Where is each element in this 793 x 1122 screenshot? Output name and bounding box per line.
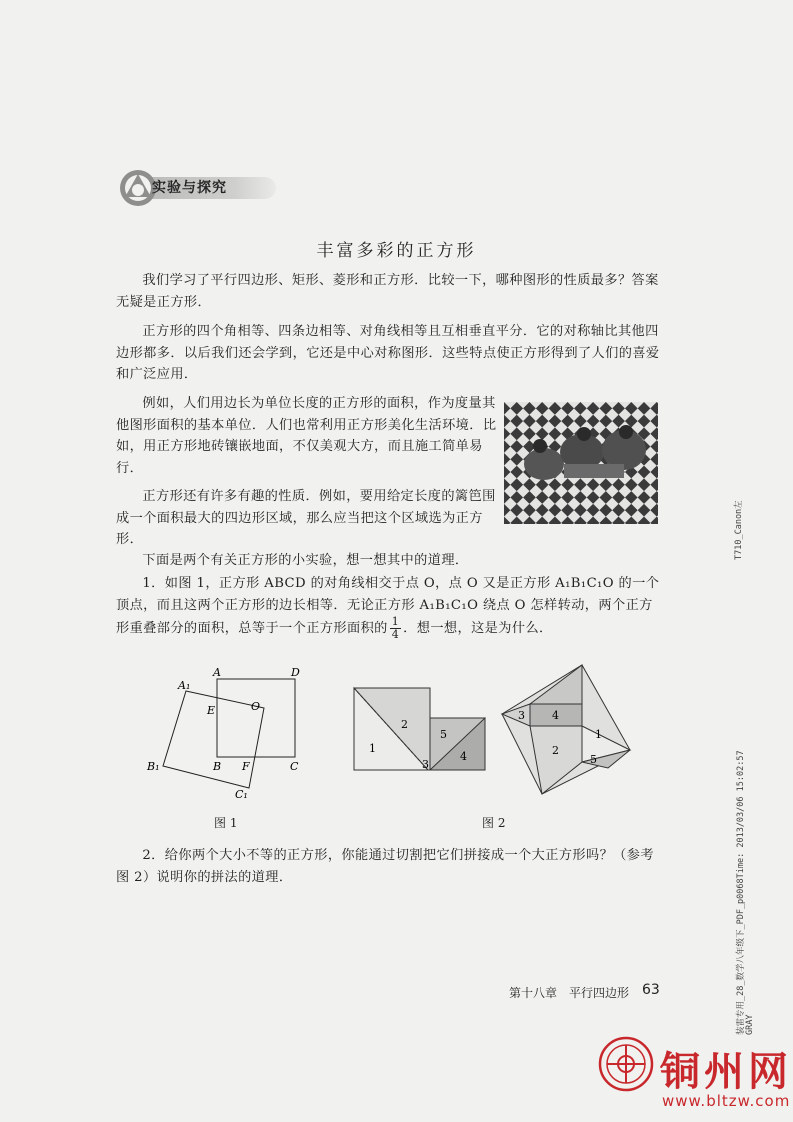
fig2-left-label-1: 1 bbox=[369, 742, 376, 755]
fig2-left-label-3: 3 bbox=[422, 758, 429, 771]
paragraph-example: 例如，人们用边长为单位长度的正方形的面积，作为度量其他图形面积的基本单位．人们也常利用正方形美化生活环境．比如，用正方形地砖镶嵌地面，不仅美观大方，而且施工简单易行． bbox=[116, 396, 497, 476]
fig2-left-label-2: 2 bbox=[401, 718, 408, 731]
label-b: B bbox=[213, 760, 222, 773]
fig2-right-label-1: 1 bbox=[595, 728, 602, 741]
section-label: 实验与探究 bbox=[152, 180, 227, 196]
fig2-left-label-4: 4 bbox=[460, 750, 467, 763]
figure-2-right-diagram bbox=[500, 662, 632, 798]
paragraph-intro: 我们学习了平行四边形、矩形、菱形和正方形．比较一下，哪种图形的性质最多？答案无疑是正方形． bbox=[116, 273, 659, 310]
label-c1: C₁ bbox=[235, 788, 248, 801]
question-1-tail: ．想一想，这是为什么． bbox=[403, 621, 553, 636]
checkered-floor-photo bbox=[504, 402, 658, 524]
section-banner bbox=[118, 168, 263, 208]
chapter-footer: 第十八章 平行四边形 bbox=[509, 986, 630, 1000]
fig2-right-label-3: 3 bbox=[518, 709, 525, 722]
label-b1: B₁ bbox=[147, 760, 160, 773]
paragraph-question-2: 2．给你两个大小不等的正方形，你能通过切割把它们拼接成一个大正方形吗？（参考图 2）说明你的拼法的道理． bbox=[116, 848, 654, 885]
side-print-label-bottom: 装雷专用_28_数学八年级下_PDF_p0068Time: 2013/03/06 15:02:57 bbox=[736, 750, 746, 1035]
paragraph-properties: 正方形的四个角相等、四条边相等、对角线相等且互相垂直平分．它的对称轴比其他四边形都多．以后我们还会学到，它还是中心对称图形．这些特点使正方形得到了人们的喜爱和广泛应用． bbox=[116, 324, 660, 382]
figure-2-caption: 图 2 bbox=[482, 816, 506, 830]
fig2-left-label-5: 5 bbox=[440, 728, 447, 741]
label-f: F bbox=[242, 760, 250, 773]
label-d: D bbox=[291, 666, 300, 679]
watermark-logo-icon bbox=[598, 1036, 654, 1092]
fraction-one-quarter bbox=[390, 616, 401, 641]
label-c: C bbox=[290, 760, 299, 773]
side-print-label-gray: GRAY bbox=[745, 1014, 755, 1035]
paragraph-experiments: 下面是两个有关正方形的小实验，想一想其中的道理． bbox=[142, 553, 469, 568]
figure-1-caption: 图 1 bbox=[214, 816, 238, 830]
question-1-text: 1．如图 1，正方形 ABCD 的对角线相交于点 O，点 O 又是正方形 A₁B₁C₁O 的一个顶点，而且这两个正方形的边长相等．无论正方形 A₁B₁C₁O 绕点 O 怎样转动，两个正方形重叠部分的面积，总等于一个正方形面积的 bbox=[116, 576, 660, 636]
label-a: A bbox=[213, 666, 221, 679]
watermark-url: www.bltzw.com bbox=[662, 1092, 791, 1110]
watermark-site-name: 铜州网 bbox=[660, 1048, 792, 1095]
label-o: O bbox=[251, 700, 261, 713]
paragraph-fence: 正方形还有许多有趣的性质．例如，要用给定长度的篱笆围成一个面积最大的四边形区域，那么应当把这个区域选为正方形． bbox=[116, 489, 496, 547]
label-e: E bbox=[207, 704, 216, 717]
paragraph-question-1 bbox=[116, 573, 664, 641]
side-print-label-top: T710_Canon左 bbox=[734, 500, 744, 560]
fraction-numerator: 1 bbox=[391, 615, 400, 628]
fraction-denominator: 4 bbox=[391, 628, 400, 641]
figure-1-diagram bbox=[140, 662, 315, 802]
page-title: 丰富多彩的正方形 bbox=[316, 241, 477, 261]
label-a1: A₁ bbox=[178, 679, 191, 692]
fig2-right-label-4: 4 bbox=[552, 709, 559, 722]
fig2-right-label-5: 5 bbox=[590, 753, 597, 766]
fig2-right-label-2: 2 bbox=[552, 744, 559, 757]
page-number: 63 bbox=[642, 982, 660, 998]
figure-2-left-diagram bbox=[352, 686, 488, 772]
